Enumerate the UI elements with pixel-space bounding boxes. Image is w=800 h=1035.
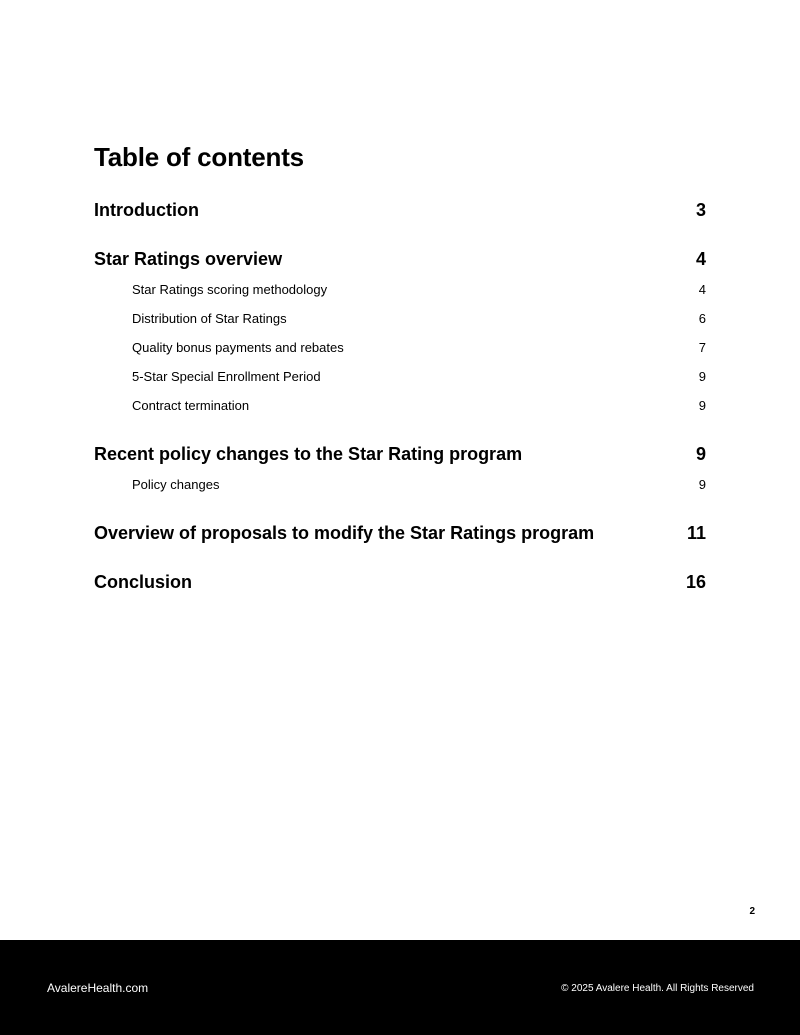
toc-entry-title: Overview of proposals to modify the Star Ratings program [94,523,595,543]
page-number: 2 [749,906,755,917]
toc-entry-title: Recent policy changes to the Star Rating program [94,444,523,464]
toc-entry-page: 11 [686,523,706,543]
toc-subentry-page: 6 [698,311,706,326]
table-of-contents [94,195,706,597]
toc-entry[interactable] [94,195,706,225]
toc-section-conclusion [94,567,706,597]
toc-section-recent-policy-changes [94,439,706,499]
toc-entry[interactable] [94,518,706,548]
toc-entry-title: Star Ratings overview [94,249,283,269]
toc-section-introduction [94,195,706,225]
footer-website[interactable]: AvalereHealth.com [47,981,149,995]
toc-subentry[interactable] [94,275,706,304]
toc-subentry-page: 9 [698,477,706,492]
toc-subentry[interactable] [94,470,706,499]
toc-entry[interactable] [94,567,706,597]
toc-entry-page: 9 [695,444,706,464]
toc-subentry[interactable] [94,362,706,391]
toc-section-star-ratings-overview [94,244,706,420]
toc-entry[interactable] [94,439,706,469]
toc-entry-page: 16 [685,572,706,592]
toc-subentry-title: Star Ratings scoring methodology [132,282,328,297]
footer-copyright: © 2025 Avalere Health. All Rights Reserved [561,983,754,994]
toc-subentry-page: 4 [698,282,706,297]
footer [0,940,800,1035]
toc-subentry-title: Policy changes [132,477,220,492]
toc-subentry[interactable] [94,391,706,420]
toc-subentry-page: 9 [698,398,706,413]
toc-entry-title: Conclusion [94,572,192,592]
toc-entry-title: Introduction [94,200,199,220]
toc-subentry[interactable] [94,304,706,333]
toc-subentry-title: Distribution of Star Ratings [132,311,287,326]
toc-subentry-page: 9 [698,369,706,384]
toc-subentry-page: 7 [698,340,706,355]
toc-entry-page: 4 [695,249,706,269]
toc-subentry-title: 5-Star Special Enrollment Period [132,369,321,384]
toc-entry-page: 3 [695,200,706,220]
toc-subentry[interactable] [94,333,706,362]
toc-section-overview-of-proposals [94,518,706,548]
page-title: Table of contents [94,142,304,172]
toc-subentry-title: Quality bonus payments and rebates [132,340,344,355]
toc-subentry-title: Contract termination [132,398,250,413]
toc-entry[interactable] [94,244,706,274]
